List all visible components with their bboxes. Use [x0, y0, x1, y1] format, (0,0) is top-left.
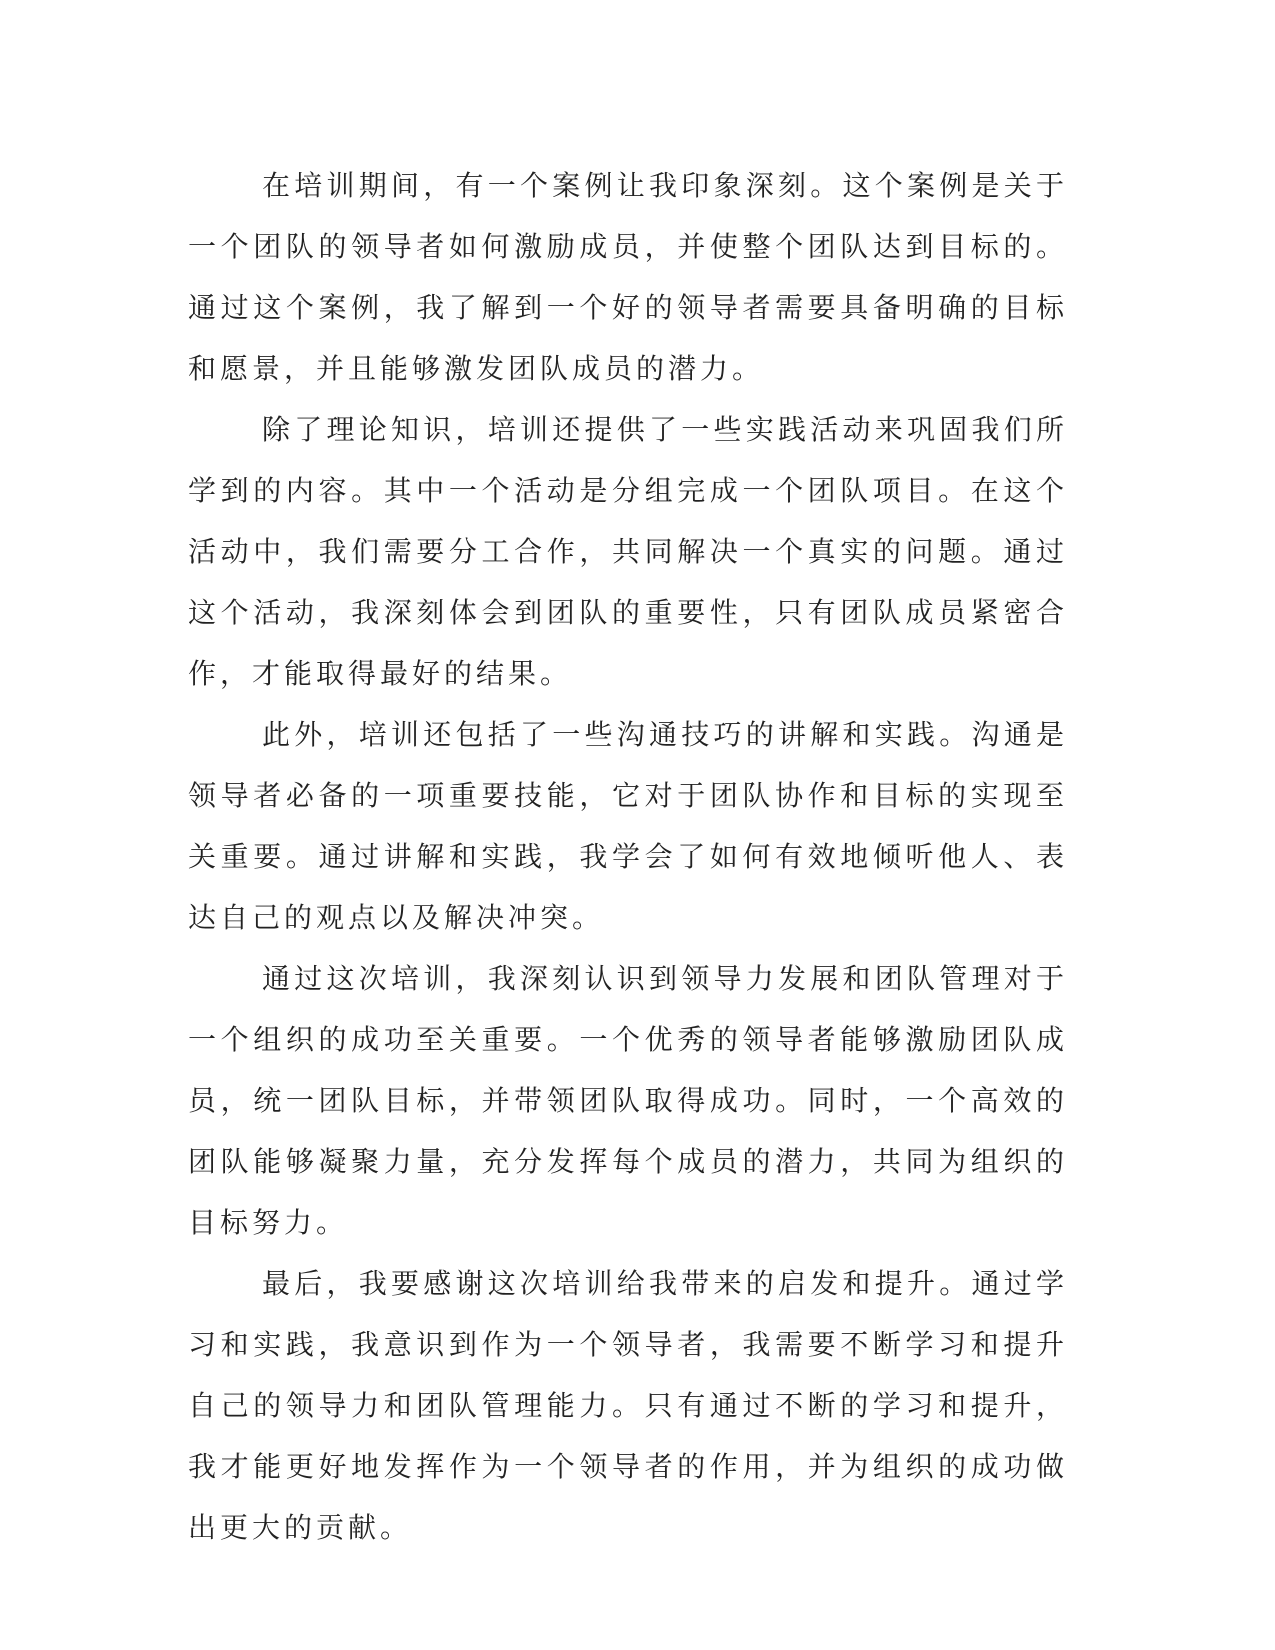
document-body [188, 155, 1068, 1558]
paragraph-communication-skills: 此外，培训还包括了一些沟通技巧的讲解和实践。沟通是领导者必备的一项重要技能，它对于团队协作和目标的实现至关重要。通过讲解和实践，我学会了如何有效地倾听他人、表达自己的观点以及解决冲突。 [188, 718, 1068, 934]
paragraph-practice-activities: 除了理论知识，培训还提供了一些实践活动来巩固我们所学到的内容。其中一个活动是分组完成一个团队项目。在这个活动中，我们需要分工合作，共同解决一个真实的问题。通过这个活动，我深刻体会到团队的重要性，只有团队成员紧密合作，才能取得最好的结果。 [188, 413, 1068, 690]
paragraph-conclusion: 最后，我要感谢这次培训给我带来的启发和提升。通过学习和实践，我意识到作为一个领导者，我需要不断学习和提升自己的领导力和团队管理能力。只有通过不断的学习和提升，我才能更好地发挥作为一个领导者的作用，并为组织的成功做出更大的贡献。 [188, 1267, 1068, 1544]
paragraph-case-study: 在培训期间，有一个案例让我印象深刻。这个案例是关于一个团队的领导者如何激励成员，并使整个团队达到目标的。通过这个案例，我了解到一个好的领导者需要具备明确的目标和愿景，并且能够激发团队成员的潜力。 [188, 169, 1068, 385]
paragraph-leadership-importance: 通过这次培训，我深刻认识到领导力发展和团队管理对于一个组织的成功至关重要。一个优秀的领导者能够激励团队成员，统一团队目标，并带领团队取得成功。同时，一个高效的团队能够凝聚力量，充分发挥每个成员的潜力，共同为组织的目标努力。 [188, 962, 1068, 1239]
